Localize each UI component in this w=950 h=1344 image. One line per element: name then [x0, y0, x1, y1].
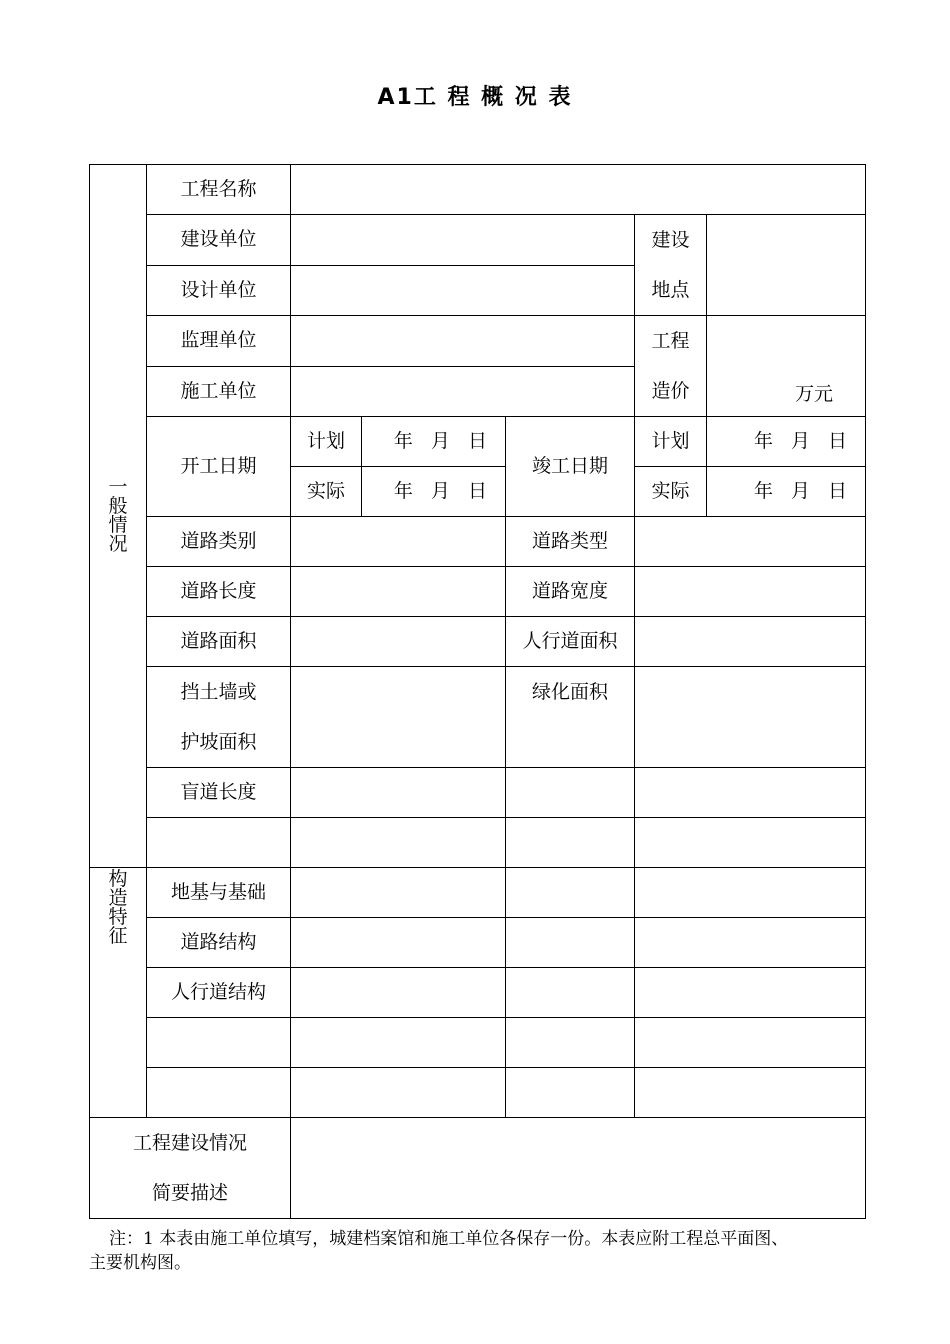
field-structure-blank-5[interactable]: [506, 1068, 635, 1118]
label-road-structure: 道路结构: [147, 918, 291, 968]
label-project-name: 工程名称: [147, 165, 291, 215]
field-structure-blank-1[interactable]: [291, 1018, 506, 1068]
field-build-location[interactable]: [707, 215, 866, 316]
field-foundation-3[interactable]: [635, 868, 866, 918]
label-road-length: 道路长度: [147, 567, 291, 617]
field-foundation-2[interactable]: [506, 868, 635, 918]
label-sidewalk-area: 人行道面积: [506, 617, 635, 667]
label-road-type: 道路类型: [506, 517, 635, 567]
field-road-category[interactable]: [291, 517, 506, 567]
label-finish-actual: 实际: [635, 467, 707, 517]
field-road-length[interactable]: [291, 567, 506, 617]
footnote-line-2: 主要机构图。: [89, 1253, 191, 1273]
label-start-date: 开工日期: [147, 417, 291, 517]
label-summary: 工程建设情况 简要描述: [90, 1118, 291, 1219]
footnote: [89, 1227, 869, 1275]
label-project-cost: 工程 造价: [635, 316, 707, 417]
field-sidewalk-structure-1[interactable]: [291, 968, 506, 1018]
field-start-actual[interactable]: 年 月 日: [362, 467, 506, 517]
field-construction-unit[interactable]: [291, 215, 635, 266]
label-finish-date: 竣工日期: [506, 417, 635, 517]
field-road-structure-3[interactable]: [635, 918, 866, 968]
project-overview-table: [89, 164, 866, 1219]
footnote-line-1: 注：1 本表由施工单位填写，城建档案馆和施工单位各保存一份。本表应附工程总平面图、: [109, 1229, 789, 1249]
field-blank-d[interactable]: [506, 818, 635, 868]
label-contractor-unit: 施工单位: [147, 366, 291, 417]
label-road-area: 道路面积: [147, 617, 291, 667]
field-road-width[interactable]: [635, 567, 866, 617]
field-contractor-unit[interactable]: [291, 366, 635, 417]
field-blank-c[interactable]: [291, 818, 506, 868]
field-summary[interactable]: [291, 1118, 866, 1219]
field-design-unit[interactable]: [291, 265, 635, 316]
label-design-unit: 设计单位: [147, 265, 291, 316]
field-sidewalk-area[interactable]: [635, 617, 866, 667]
field-blank-e[interactable]: [635, 818, 866, 868]
section-general: 一 般 情 况: [90, 165, 147, 868]
field-finish-actual[interactable]: 年 月 日: [707, 467, 866, 517]
field-blank-label-1[interactable]: [147, 818, 291, 868]
label-green-area: 绿化面积: [506, 667, 635, 768]
field-blank-a[interactable]: [506, 768, 635, 818]
label-start-actual: 实际: [291, 467, 362, 517]
field-road-area[interactable]: [291, 617, 506, 667]
field-foundation-1[interactable]: [291, 868, 506, 918]
label-foundation: 地基与基础: [147, 868, 291, 918]
field-sidewalk-structure-2[interactable]: [506, 968, 635, 1018]
label-construction-unit: 建设单位: [147, 215, 291, 266]
label-retaining-wall: 挡土墙或 护坡面积: [147, 667, 291, 768]
label-finish-planned: 计划: [635, 417, 707, 467]
field-retaining-wall[interactable]: [291, 667, 506, 768]
field-green-area[interactable]: [635, 667, 866, 768]
field-supervision-unit[interactable]: [291, 316, 635, 367]
field-finish-planned[interactable]: 年 月 日: [707, 417, 866, 467]
field-structure-blank-label-1[interactable]: [147, 1018, 291, 1068]
field-structure-blank-4[interactable]: [291, 1068, 506, 1118]
label-sidewalk-structure: 人行道结构: [147, 968, 291, 1018]
field-blind-path-length[interactable]: [291, 768, 506, 818]
label-build-location: 建设 地点: [635, 215, 707, 316]
label-start-planned: 计划: [291, 417, 362, 467]
field-road-structure-1[interactable]: [291, 918, 506, 968]
field-blank-b[interactable]: [635, 768, 866, 818]
field-road-structure-2[interactable]: [506, 918, 635, 968]
field-project-name[interactable]: [291, 165, 866, 215]
label-road-category: 道路类别: [147, 517, 291, 567]
field-start-planned[interactable]: 年 月 日: [362, 417, 506, 467]
field-project-cost[interactable]: [707, 316, 866, 417]
label-blind-path-length: 盲道长度: [147, 768, 291, 818]
section-structure: 构 造 特 征: [90, 868, 147, 1118]
field-sidewalk-structure-3[interactable]: [635, 968, 866, 1018]
page-title: A1工 程 概 况 表: [377, 85, 573, 110]
field-structure-blank-label-2[interactable]: [147, 1068, 291, 1118]
label-supervision-unit: 监理单位: [147, 316, 291, 367]
field-structure-blank-3[interactable]: [635, 1018, 866, 1068]
label-road-width: 道路宽度: [506, 567, 635, 617]
cost-unit-label: 万元: [795, 383, 834, 405]
field-structure-blank-2[interactable]: [506, 1018, 635, 1068]
field-structure-blank-6[interactable]: [635, 1068, 866, 1118]
field-road-type[interactable]: [635, 517, 866, 567]
